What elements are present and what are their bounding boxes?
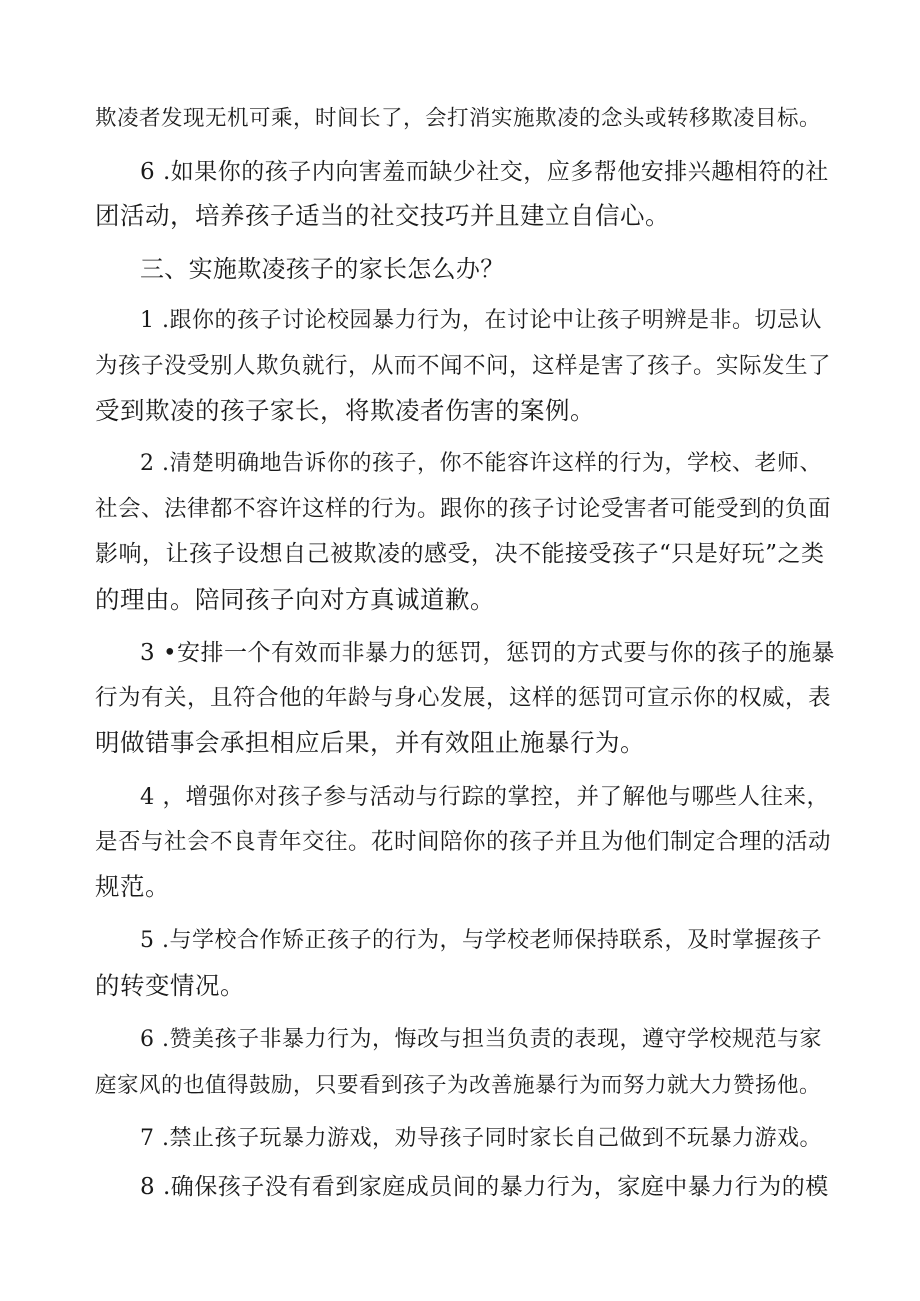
paragraph-line: 1 .跟你的孩子讨论校园暴力行为，在讨论中让孩子明辨是非。切忌认	[140, 308, 822, 333]
paragraph-line: 社会、法律都不容许这样的行为。跟你的孩子讨论受害者可能受到的负面	[95, 496, 832, 522]
paragraph-line: 影响，让孩子设想自己被欺凌的感受，决不能接受孩子“只是好玩”之类	[95, 541, 825, 567]
paragraph-line: 8 .确保孩子没有看到家庭成员间的暴力行为，家庭中暴力行为的模	[140, 1174, 829, 1200]
paragraph-line: 庭家风的也值得鼓励，只要看到孩子为改善施暴行为而努力就大力赞扬他。	[95, 1073, 822, 1098]
paragraph-line: 的理由。陪同孩子向对方真诚道歉。	[95, 585, 495, 614]
paragraph-line: 团活动，培养孩子适当的社交技巧并且建立自信心。	[95, 201, 670, 230]
paragraph-line: 规范。	[95, 872, 170, 901]
paragraph-line: 的转变情况。	[95, 971, 245, 1000]
paragraph-line: 明做错事会承担相应后果，并有效阻止施暴行为。	[95, 728, 645, 757]
paragraph-line: 6 .如果你的孩子内向害羞而缺少社交，应多帮他安排兴趣相符的社	[140, 159, 829, 185]
section-heading: 三、实施欺凌孩子的家长怎么办？	[140, 255, 505, 283]
paragraph-line: 4 ，增强你对孩子参与活动与行踪的掌控，并了解他与哪些人往来，	[140, 784, 830, 810]
paragraph-line: 为孩子没受别人欺负就行，从而不闻不问，这样是害了孩子。实际发生了	[95, 353, 832, 379]
paragraph-line: 欺凌者发现无机可乘，时间长了，会打消实施欺凌的念头或转移欺凌目标。	[95, 106, 822, 131]
paragraph-line: 行为有关，且符合他的年龄与身心发展，这样的惩罚可宣示你的权威，表	[95, 685, 832, 711]
paragraph-line: 6 .赞美孩子非暴力行为，悔改与担当负责的表现，遵守学校规范与家	[140, 1027, 822, 1052]
paragraph-line: 5 .与学校合作矫正孩子的行为，与学校老师保持联系，及时掌握孩子	[140, 928, 822, 953]
paragraph-line: 3 •安排一个有效而非暴力的惩罚，惩罚的方式要与你的孩子的施暴	[140, 640, 836, 666]
paragraph-line: 受到欺凌的孩子家长，将欺凌者伤害的案例。	[95, 396, 595, 425]
paragraph-line: 7 .禁止孩子玩暴力游戏，劝导孩子同时家长自己做到不玩暴力游戏。	[140, 1126, 822, 1151]
paragraph-line: 是否与社会不良青年交往。花时间陪你的孩子并且为他们制定合理的活动	[95, 829, 832, 855]
paragraph-line: 2 .清楚明确地告诉你的孩子，你不能容许这样的行为，学校、老师、	[140, 451, 822, 476]
